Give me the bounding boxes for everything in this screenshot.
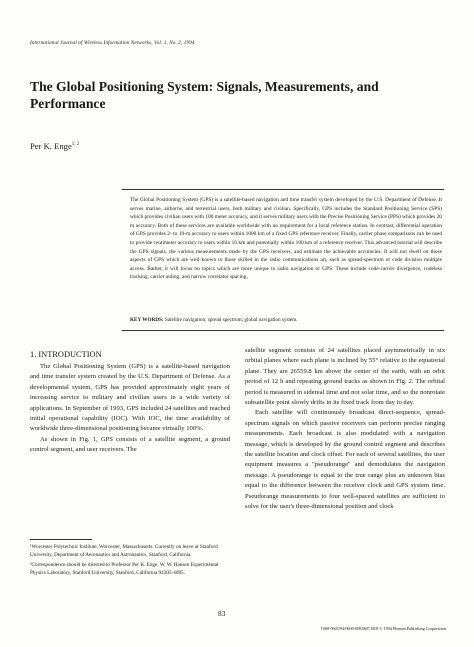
section-heading: 1. INTRODUCTION: [30, 350, 102, 359]
right-paragraph: satellite segment consists of 24 satellites placed asymmetrically in six orbital planes where each plane is inclined by 55° relative to the equatorial plane. They are 26559.8 km above the center of the earth, with an orbit period of 12 h and repeating ground tracks as shown in Fig. 2. The orbital period is measured in sidereal time and not solar time, and so the nonrotate subsatellite point slowly drifts in its fixed track from day to day.: [245, 347, 445, 407]
author-name: Per K. Enge: [30, 141, 72, 151]
keywords-label: KEY WORDS:: [130, 317, 164, 323]
paper-title: The Global Positioning System: Signals, Measurements, and Performance: [30, 79, 379, 111]
footnote: ²Correspondence should be directed to Professor Per K. Enge, W. W. Hansen Experimental Physics Laboratory, Stanford University, Stanford, California 94305-4085.: [30, 561, 219, 577]
left-column: [30, 362, 230, 456]
keywords: [130, 317, 442, 323]
keywords-text: Satellite navigation; spread spectrum; global navigation system.: [164, 317, 298, 323]
right-column: [245, 346, 445, 513]
footnotes: [30, 543, 230, 579]
journal-header: International Journal of Wireless Information Networks, Vol. 1, No. 2, 1994: [30, 40, 195, 46]
right-paragraph: Each satellite will continuously broadcast direct-sequence, spread-spectrum signals on which passive receivers can perform precise ranging measurements. Each broadcast is also modulated with a navigation message, which is developed by the ground control segment and describes the satellite location and clock offset. For each of several satellites, the user equipment measures a "pseudorange" and demodulates the navigation message. A pseudorange is equal to the true range plus an unknown bias equal to the difference between the receiver clock and GPS system time. Pseudorange measurements to four well-spaced satellites are sufficient to solve for the user's three-dimensional position and clock: [245, 409, 445, 511]
footnote: ¹Worcester Polytechnic Institute, Worcester, Massachusetts. Currently on leave at Stanford University, Department of Aeronautics and Astronautics, Stanford, California.: [30, 544, 218, 559]
left-paragraph: The Global Positioning System (GPS) is a satellite-based navigation and time transfer system created by the U.S. Department of Defense. As a developmental system, GPS has provided approximately eight years of increasing service to military and civilian users in a wide variety of applications. In September of 1993, GPS included 24 satellites and reached initial operational capability (IOC). With IOC, the time availability of worldwide three-dimensional positioning became virtually 100%.: [30, 363, 230, 433]
abstract-top-rule: [122, 189, 444, 190]
footnote-rule: [30, 539, 92, 540]
copyright-line: 1068-9605/94/0600-0083$07.00/0 © 1994 Plenum Publishing Corporation: [320, 626, 446, 631]
abstract-bottom-rule: [122, 330, 444, 331]
author-line: [30, 141, 79, 151]
abstract: The Global Positioning System (GPS) is a satellite-based navigation and time transfer system developed by the U.S. Department of Defense. It serves marine, airborne, and terrestrial users, both military and civilian. Specifically, GPS includes the Standard Positioning Service (SPS) which provides civilian users with 100 meter accuracy, and it serves military users with the Precise Positioning Service (PPS) which provides 20 m accuracy. Both of these services are available worldwide with no requirement for a local reference station. In contrast, differential operation of GPS provides 2- to 10-m accuracy to users within 1000 km of a fixed GPS reference receiver. Finally, carrier phase comparisons can be used to provide centimeter accuracy to users within 10 km and potentially within 100 km of a reference receiver. This advanced tutorial will describe the GPS signals, the various measurements made by the GPS receivers, and estimate the achievable accuracies. It will not dwell on those aspects of GPS which are well known to those skilled in the radio communications art, such as spread-spectrum or code division multiple access. Rather, it will focus on topics which are more unique to radio navigation or GPS. These include code-carrier divergence, codeless tracking, carrier aiding, and narrow correlator spacing.: [130, 197, 442, 281]
page-number: 83: [218, 609, 226, 618]
author-affiliation-marks: 1, 2: [71, 142, 80, 148]
left-paragraph: As shown in Fig. 1, GPS consists of a satellite segment, a ground control segment, and user receivers. The: [30, 435, 230, 454]
